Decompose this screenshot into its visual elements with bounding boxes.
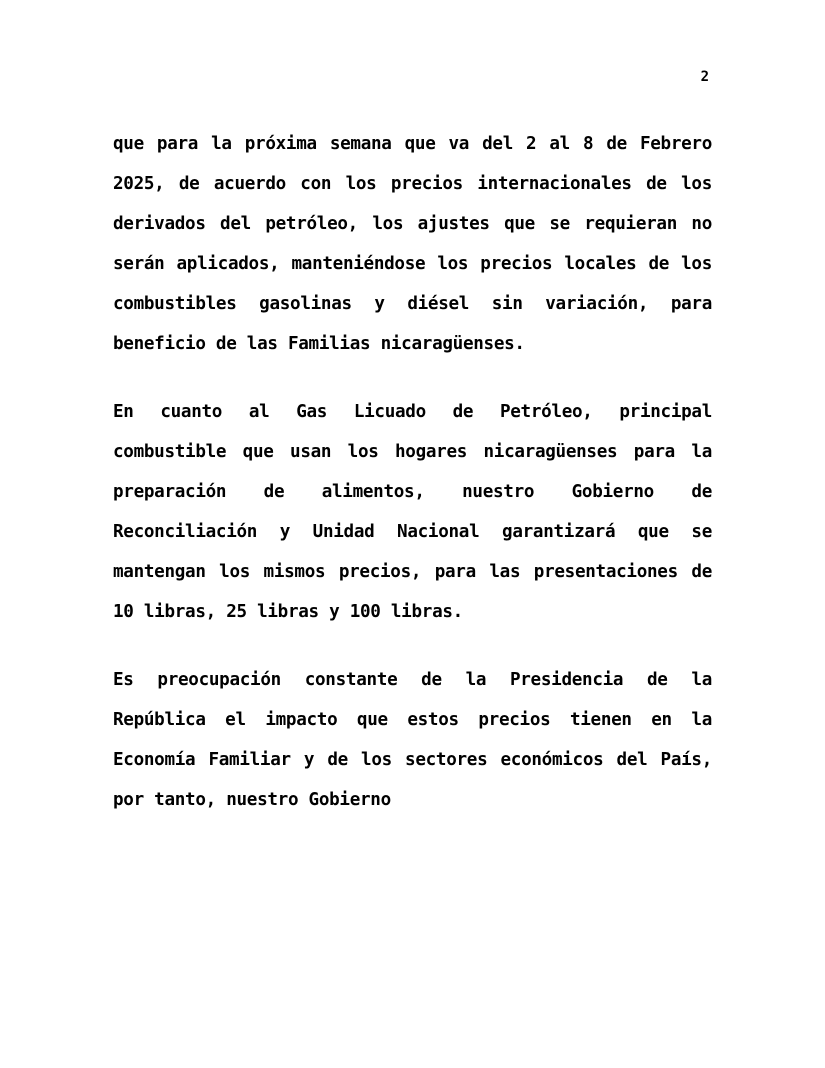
document-body <box>113 124 712 820</box>
page-number: 2 <box>700 69 709 85</box>
paragraph: En cuanto al Gas Licuado de Petróleo, principal combustible que usan los hogares nicaragüenses para la preparación de alimentos, nuestro Gobierno de Reconciliación y Unidad Nacional garantizará que se mantengan los mismos precios, para las presentaciones de 10 libras, 25 libras y 100 libras. <box>113 402 712 622</box>
paragraph: que para la próxima semana que va del 2 al 8 de Febrero 2025, de acuerdo con los precios internacionales de los derivados del petróleo, los ajustes que se requieran no serán aplicados, manteniéndose los precios locales de los combustibles gasolinas y diésel sin variación, para beneficio de las Familias nicaragüenses. <box>113 134 712 354</box>
paragraph: Es preocupación constante de la Presidencia de la República el impacto que estos precios tienen en la Economía Familiar y de los sectores económicos del País, por tanto, nuestro Gobierno <box>113 670 712 810</box>
